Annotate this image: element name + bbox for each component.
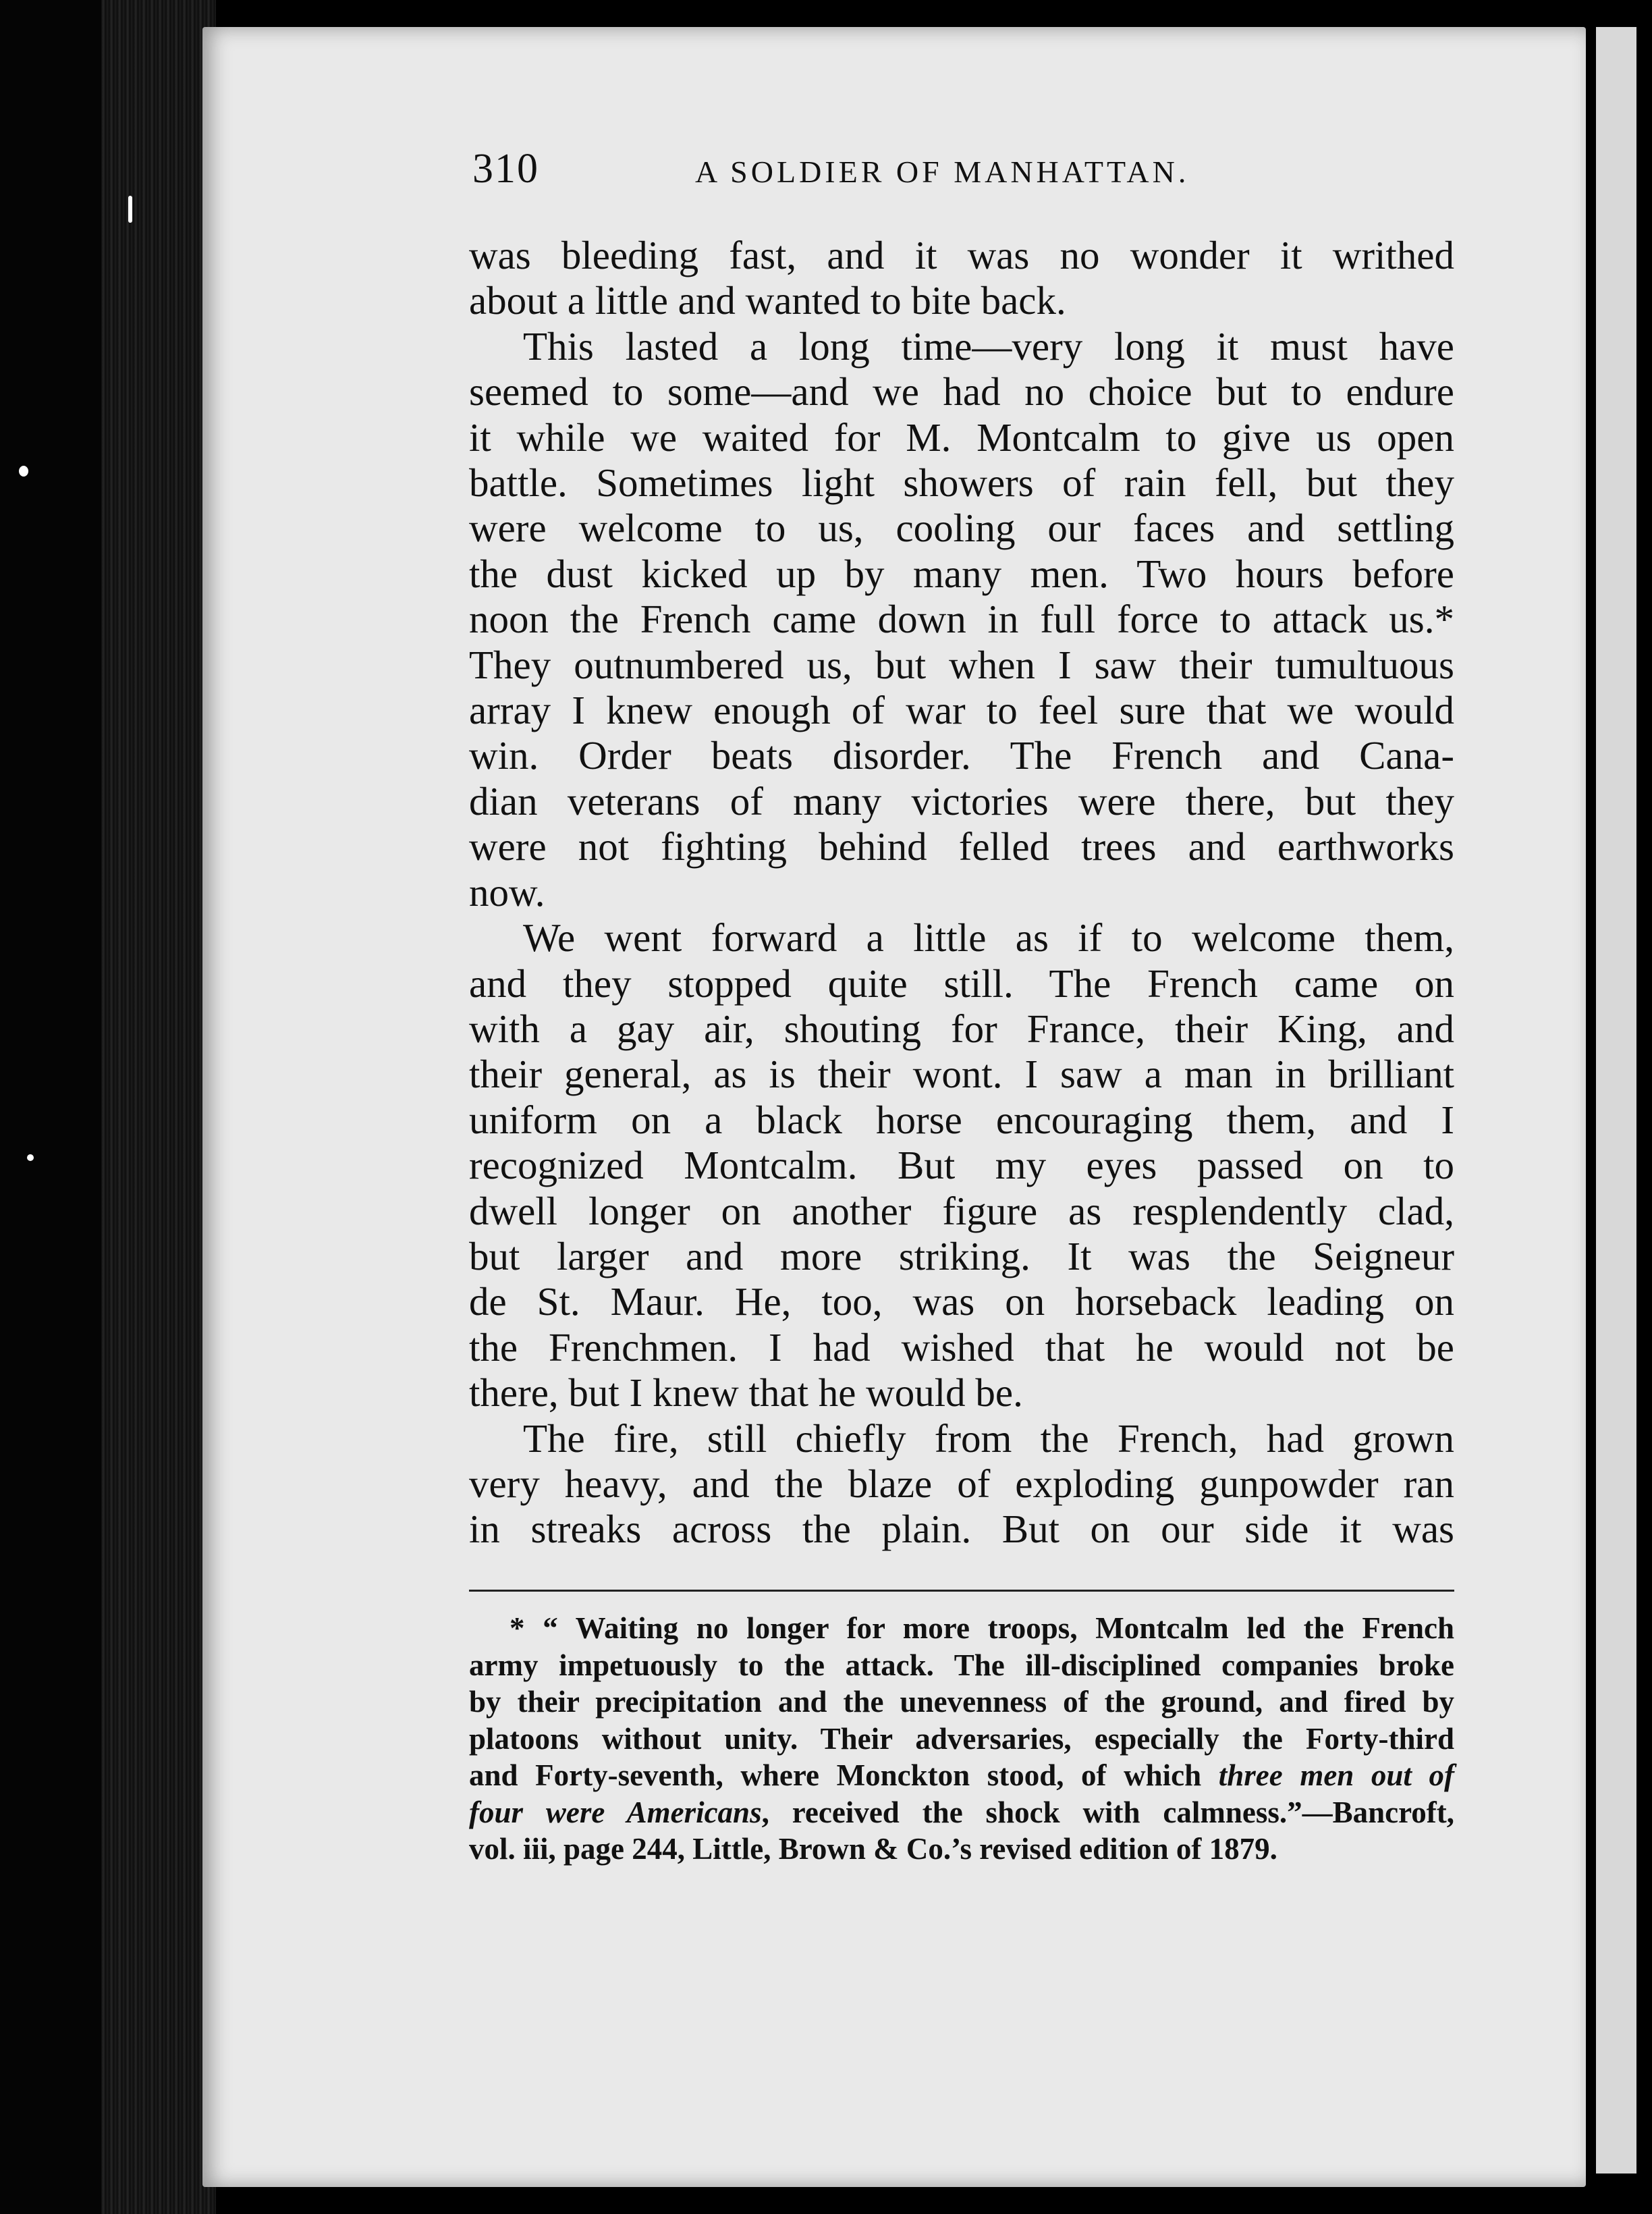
body-line: with a gay air, shouting for France, their King, and — [469, 1006, 1454, 1051]
body-line: very heavy, and the blaze of exploding gunpowder ran — [469, 1461, 1454, 1506]
body-line: about a little and wanted to bite back. — [469, 278, 1066, 323]
footnote-text: vol. iii, page 244, Little, Brown & Co.’s revised edition of 1879. — [469, 1832, 1277, 1866]
footnote-emphasis: four were Americans — [469, 1795, 762, 1829]
footnote-text: by their precipitation and the unevenness of the ground, and fired by — [469, 1685, 1454, 1719]
body-line: the Frenchmen. I had wished that he would not be — [469, 1324, 1454, 1370]
scan-speck — [128, 196, 132, 223]
body-line: but larger and more striking. It was the Seigneur — [469, 1233, 1454, 1278]
running-head — [472, 145, 1451, 206]
scan-speck — [19, 466, 28, 477]
body-text — [469, 233, 1454, 1552]
body-line: de St. Maur. He, too, was on horseback leading on — [469, 1279, 1454, 1324]
running-title: A SOLDIER OF MANHATTAN. — [695, 155, 1190, 189]
body-line: their general, as is their wont. I saw a man in brilliant — [469, 1052, 1454, 1097]
body-line: array I knew enough of war to feel sure that we would — [469, 688, 1454, 733]
footnote-line — [469, 1794, 1454, 1831]
body-line: there, but I knew that he would be. — [469, 1370, 1023, 1415]
book-spine-shadow — [0, 0, 101, 2214]
body-line: now. — [469, 869, 545, 915]
footnote-line — [469, 1683, 1454, 1721]
footnote-line — [469, 1610, 1454, 1647]
body-line: and they stopped quite still. The French came on — [469, 961, 1454, 1006]
footnote-text: , received the shock with calmness.”—Bancroft, — [761, 1795, 1454, 1829]
footnote-line — [469, 1757, 1454, 1794]
footnote-rule — [469, 1590, 1454, 1592]
body-line: in streaks across the plain. But on our side it was — [469, 1507, 1454, 1552]
body-line: We went forward a little as if to welcome them, — [523, 915, 1454, 961]
body-line: This lasted a long time—very long it must have — [523, 323, 1454, 369]
body-line: battle. Sometimes light showers of rain fell, but they — [469, 460, 1454, 506]
body-line: win. Order beats disorder. The French and Cana- — [469, 733, 1454, 778]
body-line: it while we waited for M. Montcalm to give us open — [469, 414, 1454, 460]
body-line: the dust kicked up by many men. Two hours before — [469, 551, 1454, 596]
footnote-line — [469, 1647, 1454, 1684]
body-line: noon the French came down in full force to attack us.* — [469, 597, 1454, 642]
footnote-line — [469, 1721, 1454, 1758]
body-line: dian veterans of many victories were there, but they — [469, 778, 1454, 824]
footnote-text: and Forty-seventh, where Monckton stood, of which — [469, 1758, 1202, 1792]
body-line: dwell longer on another figure as resplendently clad, — [469, 1188, 1454, 1233]
scan-speck — [27, 1154, 34, 1161]
body-line: were welcome to us, cooling our faces and settling — [469, 506, 1454, 551]
footnote-text: * “ Waiting no longer for more troops, Montcalm led the French — [510, 1611, 1454, 1645]
footnote-text: army impetuously to the attack. The ill-disciplined companies broke — [469, 1648, 1454, 1682]
footnote-emphasis: three men out of — [1218, 1758, 1454, 1792]
facing-page-edge — [1596, 27, 1636, 2174]
body-line: recognized Montcalm. But my eyes passed on to — [469, 1143, 1454, 1188]
body-line: were not fighting behind felled trees and earthworks — [469, 824, 1454, 869]
body-line: seemed to some—and we had no choice but to endure — [469, 369, 1454, 414]
body-line: was bleeding fast, and it was no wonder it writhed — [469, 233, 1454, 277]
footnote-line — [469, 1831, 1454, 1868]
body-line: They outnumbered us, but when I saw their tumultuous — [469, 642, 1454, 687]
footnote — [469, 1610, 1454, 1868]
page-number: 310 — [472, 146, 539, 192]
body-line: The fire, still chiefly from the French, had grown — [523, 1415, 1454, 1461]
footnote-text: platoons without unity. Their adversaries, especially the Forty-third — [469, 1721, 1454, 1756]
body-line: uniform on a black horse encouraging them, and I — [469, 1097, 1454, 1142]
